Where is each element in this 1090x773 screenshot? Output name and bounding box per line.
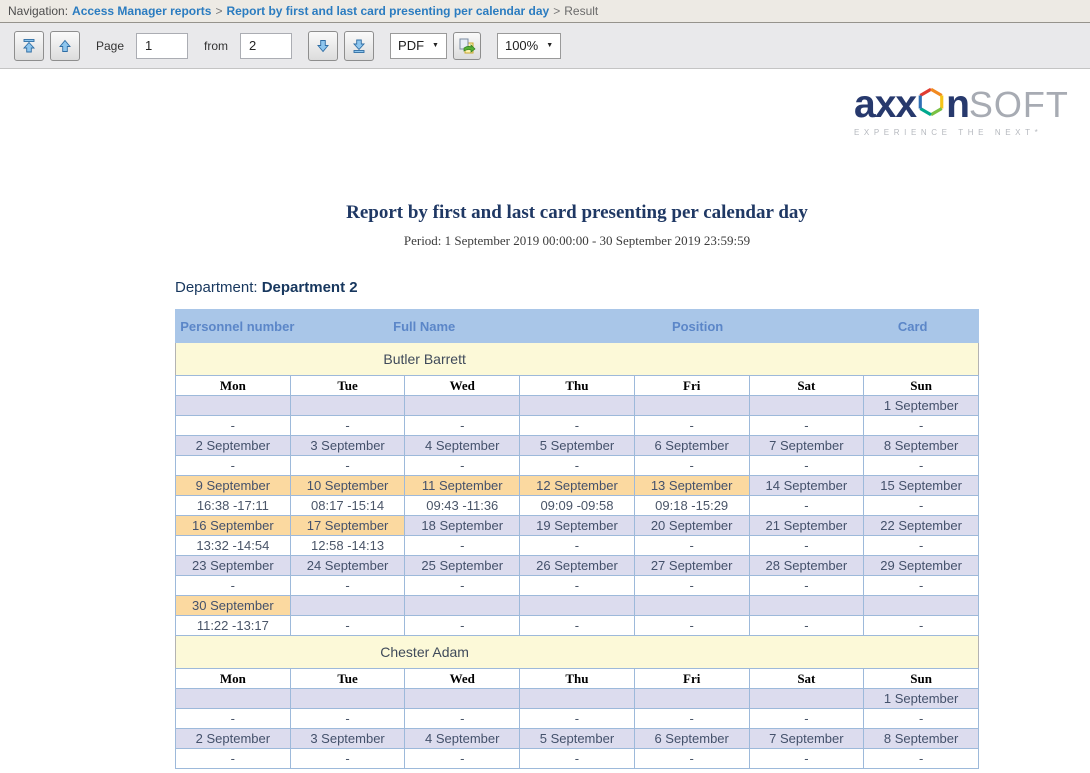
time-cell: - [176,456,291,476]
day-header-cell: Tue [290,376,405,396]
employee-name: Butler Barrett [383,351,466,367]
day-header-cell: Fri [634,376,749,396]
date-cell [749,689,864,709]
employee-name-row [175,343,979,376]
time-cell: - [405,709,520,729]
time-cell: - [634,536,749,556]
time-cell: 09:43 -11:36 [405,496,520,516]
time-cell: - [864,709,979,729]
day-header-cell: Tue [290,669,405,689]
day-header-cell: Wed [405,669,520,689]
date-cell [520,689,635,709]
export-format-value: PDF [398,38,425,53]
export-report-icon [458,37,476,55]
date-cell: 4 September [405,436,520,456]
date-cell: 11 September [405,476,520,496]
zoom-value: 100% [504,38,539,53]
time-cell: - [864,749,979,769]
breadcrumb-separator: > [215,4,223,18]
time-cell: - [405,456,520,476]
day-header-cell: Sun [864,669,979,689]
time-cell: - [290,749,405,769]
time-cell: - [405,749,520,769]
date-cell: 4 September [405,729,520,749]
column-position: Position [671,318,724,334]
time-cell: - [634,749,749,769]
time-cell: 16:38 -17:11 [176,496,291,516]
time-cell: - [749,456,864,476]
date-cell: 2 September [176,436,291,456]
first-page-button[interactable] [14,31,44,61]
day-header-cell: Sat [749,376,864,396]
employee-sections [175,343,979,769]
time-cell: - [405,616,520,636]
chevron-down-icon: ▼ [546,42,554,49]
time-cell: - [290,576,405,596]
date-cell [634,396,749,416]
column-card: Card [897,318,928,334]
date-cell: 1 September [864,689,979,709]
date-cell: 16 September [176,516,291,536]
day-header-cell: Fri [634,669,749,689]
navigation-label: Navigation: [8,4,69,18]
day-header-cell: Mon [176,669,291,689]
report-document [0,69,1090,772]
time-cell: - [634,576,749,596]
time-cell: 13:32 -14:54 [176,536,291,556]
time-cell: - [290,456,405,476]
time-cell: - [749,709,864,729]
date-cell [405,596,520,616]
date-cell: 15 September [864,476,979,496]
date-cell [290,596,405,616]
date-cell: 28 September [749,556,864,576]
time-cell: - [176,749,291,769]
previous-page-button[interactable] [50,31,80,61]
arrow-up-to-line-icon [21,38,37,54]
column-full-name: Full Name [393,318,456,334]
day-header-cell: Mon [176,376,291,396]
time-cell: - [290,416,405,436]
chevron-down-icon: ▼ [432,42,439,49]
time-cell: - [290,709,405,729]
time-cell: - [634,616,749,636]
page-number-input[interactable] [136,33,188,59]
date-cell: 22 September [864,516,979,536]
day-header-cell: Thu [520,376,635,396]
breadcrumb-separator: > [553,4,561,18]
total-pages-input[interactable] [240,33,292,59]
time-cell: - [749,749,864,769]
calendar-table [175,375,979,636]
day-header-cell: Sun [864,376,979,396]
arrow-up-icon [57,38,73,54]
time-cell: - [749,536,864,556]
date-cell: 10 September [290,476,405,496]
time-cell: - [634,416,749,436]
employee-name-row [175,636,979,669]
logo-text-soft: SOFT [968,83,1069,125]
date-cell: 6 September [634,436,749,456]
time-cell: - [520,456,635,476]
time-cell: - [634,456,749,476]
export-button[interactable] [453,32,481,60]
date-cell: 1 September [864,396,979,416]
date-cell: 19 September [520,516,635,536]
date-cell: 24 September [290,556,405,576]
date-cell: 2 September [176,729,291,749]
date-cell: 12 September [520,476,635,496]
table-column-header [175,309,979,343]
time-cell: - [405,416,520,436]
date-cell [634,596,749,616]
date-cell: 25 September [405,556,520,576]
time-cell: - [176,416,291,436]
time-cell: - [749,496,864,516]
date-cell: 5 September [520,729,635,749]
time-cell: - [520,616,635,636]
time-cell: - [864,576,979,596]
department-value: Department 2 [261,279,358,296]
date-cell: 3 September [290,729,405,749]
date-cell: 7 September [749,729,864,749]
date-cell: 9 September [176,476,291,496]
time-cell: - [864,496,979,516]
date-cell: 5 September [520,436,635,456]
date-cell: 8 September [864,436,979,456]
employee-name: Chester Adam [380,644,469,660]
breadcrumb [0,0,1090,23]
date-cell [520,596,635,616]
from-label: from [204,38,229,53]
time-cell: - [176,709,291,729]
date-cell [520,396,635,416]
logo-text-n: n [946,83,969,126]
date-cell [405,689,520,709]
date-cell [749,396,864,416]
date-cell [864,596,979,616]
report-period: Period: 1 September 2019 00:00:00 - 30 September 2019 23:59:59 [403,233,751,248]
date-cell [176,689,291,709]
report-toolbar [0,23,1090,69]
date-cell: 23 September [176,556,291,576]
time-cell: 08:17 -15:14 [290,496,405,516]
day-header-cell: Wed [405,376,520,396]
date-cell: 6 September [634,729,749,749]
calendar-table [175,668,979,769]
page-label: Page [96,38,125,53]
time-cell: - [864,456,979,476]
breadcrumb-report-name[interactable]: Report by first and last card presenting per calendar day [226,4,550,18]
date-cell: 29 September [864,556,979,576]
logo-text-axx: axx [854,83,917,126]
time-cell: - [520,749,635,769]
column-personnel-number: Personnel number [180,318,295,334]
date-cell: 14 September [749,476,864,496]
time-cell: - [864,536,979,556]
date-cell: 13 September [634,476,749,496]
date-cell: 3 September [290,436,405,456]
date-cell [176,396,291,416]
date-cell: 7 September [749,436,864,456]
time-cell: 11:22 -13:17 [176,616,291,636]
date-cell: 27 September [634,556,749,576]
time-cell: - [290,616,405,636]
day-header-cell: Sat [749,669,864,689]
day-header-cell: Thu [520,669,635,689]
next-page-button[interactable] [308,31,338,61]
date-cell: 30 September [176,596,291,616]
time-cell: - [405,576,520,596]
time-cell: - [520,536,635,556]
hexagon-icon [917,85,945,124]
export-format-select[interactable] [390,33,447,59]
breadcrumb-access-manager-reports[interactable]: Access Manager reports [72,4,212,18]
last-page-button[interactable] [344,31,374,61]
page-title: Report by first and last card presenting per calendar day [346,202,808,223]
arrow-down-to-line-icon [351,38,367,54]
date-cell [749,596,864,616]
time-cell: - [749,616,864,636]
arrow-down-icon [315,38,331,54]
report-table [175,309,979,769]
time-cell: - [176,576,291,596]
zoom-select[interactable] [497,33,561,59]
date-cell [290,396,405,416]
breadcrumb-result: Result [564,4,599,18]
time-cell: - [864,616,979,636]
time-cell: - [864,416,979,436]
date-cell: 8 September [864,729,979,749]
time-cell: 09:18 -15:29 [634,496,749,516]
logo-tagline: EXPERIENCE THE NEXT* [854,128,1043,137]
axxonsoft-logo [854,85,1082,137]
time-cell: - [520,576,635,596]
time-cell: 09:09 -09:58 [520,496,635,516]
date-cell: 17 September [290,516,405,536]
date-cell: 26 September [520,556,635,576]
time-cell: - [749,416,864,436]
date-cell [290,689,405,709]
date-cell: 21 September [749,516,864,536]
time-cell: - [520,416,635,436]
time-cell: - [405,536,520,556]
time-cell: - [634,709,749,729]
date-cell: 18 September [405,516,520,536]
date-cell [405,396,520,416]
time-cell: - [520,709,635,729]
department-line [175,279,358,296]
date-cell: 20 September [634,516,749,536]
time-cell: - [749,576,864,596]
time-cell: 12:58 -14:13 [290,536,405,556]
department-label: Department: [175,279,258,296]
date-cell [634,689,749,709]
